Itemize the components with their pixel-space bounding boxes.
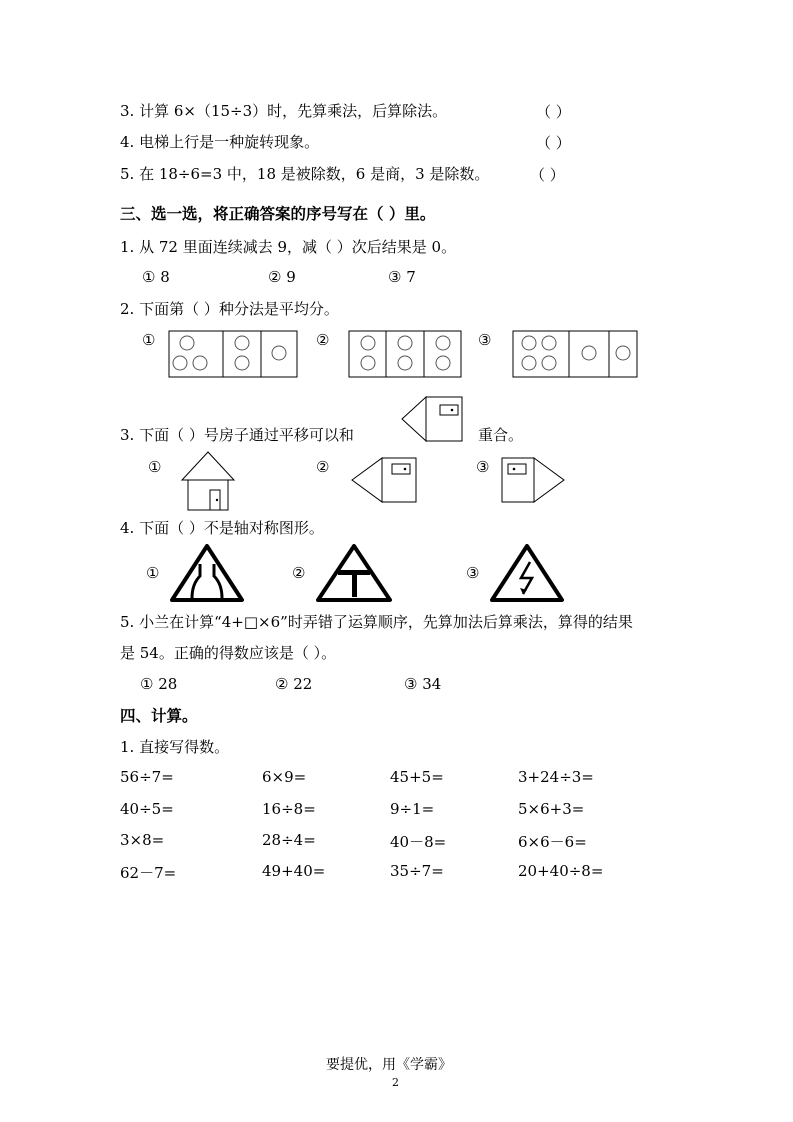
calc-item[interactable]: 40÷5= xyxy=(120,800,174,818)
calc-item[interactable]: 35÷7= xyxy=(390,862,444,880)
calc-item[interactable]: 5×6+3= xyxy=(518,800,585,818)
calc-item[interactable]: 28÷4= xyxy=(262,831,316,849)
calc-item[interactable]: 6×9= xyxy=(262,768,307,786)
q3-marker-1[interactable]: ① xyxy=(148,458,162,476)
q3-house-3 xyxy=(500,456,566,504)
calc-item[interactable]: 45+5= xyxy=(390,768,444,786)
calc-item[interactable]: 9÷1= xyxy=(390,800,435,818)
tf-item-3: 3. 计算 6×（15÷3）时，先算乘法，后算除法。 xyxy=(120,102,448,120)
q3-text-before: 3. 下面（ ）号房子通过平移可以和 xyxy=(120,426,354,444)
q3-reference-house xyxy=(400,395,466,443)
calc-item[interactable]: 3×8= xyxy=(120,831,165,849)
q2-box-1 xyxy=(168,330,298,378)
q5-option-3[interactable]: ③ 34 xyxy=(404,675,442,693)
q4-text: 4. 下面（ ）不是轴对称图形。 xyxy=(120,519,324,537)
calc-item[interactable]: 62－7= xyxy=(120,864,177,882)
q2-marker-3[interactable]: ③ xyxy=(478,331,492,349)
q4-sign-t-junction xyxy=(316,544,392,602)
q5-option-1[interactable]: ① 28 xyxy=(140,675,178,693)
q2-text: 2. 下面第（ ）种分法是平均分。 xyxy=(120,300,339,318)
q4-sign-road-narrows xyxy=(170,544,244,602)
q1-text: 1. 从 72 里面连续减去 9，减（ ）次后结果是 0。 xyxy=(120,238,457,256)
calc-item[interactable]: 6×6－6= xyxy=(518,833,587,851)
q3-text-after: 重合。 xyxy=(478,426,524,444)
calc-item[interactable]: 40－8= xyxy=(390,833,447,851)
q2-marker-2[interactable]: ② xyxy=(316,331,330,349)
q1-option-2[interactable]: ② 9 xyxy=(268,268,296,286)
section-4-subtitle: 1. 直接写得数。 xyxy=(120,738,230,756)
tf-answer-3[interactable]: （ ） xyxy=(536,103,571,121)
q4-sign-electric xyxy=(490,544,564,602)
calc-item[interactable]: 49+40= xyxy=(262,862,326,880)
calc-item[interactable]: 56÷7= xyxy=(120,768,174,786)
q3-house-2 xyxy=(350,456,418,504)
q4-marker-2[interactable]: ② xyxy=(292,564,306,582)
q5-option-2[interactable]: ② 22 xyxy=(275,675,313,693)
footer-slogan: 要提优，用《学霸》 xyxy=(326,1057,452,1073)
q5-line-1: 5. 小兰在计算“4+□×6”时弄错了运算顺序，先算加法后算乘法，算得的结果 xyxy=(120,613,633,631)
calc-item[interactable]: 20+40÷8= xyxy=(518,862,604,880)
q4-marker-1[interactable]: ① xyxy=(146,564,160,582)
tf-item-4: 4. 电梯上行是一种旋转现象。 xyxy=(120,133,320,151)
q2-box-2 xyxy=(348,330,462,378)
q3-marker-2[interactable]: ② xyxy=(316,458,330,476)
q3-house-1 xyxy=(180,450,236,512)
section-4-title: 四、计算。 xyxy=(120,706,198,725)
section-3-title: 三、选一选，将正确答案的序号写在（ ）里。 xyxy=(120,204,436,223)
q2-box-3 xyxy=(512,330,638,378)
tf-answer-5[interactable]: （ ） xyxy=(530,166,565,184)
q3-marker-3[interactable]: ③ xyxy=(476,458,490,476)
q2-marker-1[interactable]: ① xyxy=(142,331,156,349)
tf-item-5: 5. 在 18÷6=3 中，18 是被除数，6 是商，3 是除数。 xyxy=(120,165,490,183)
page-number: 2 xyxy=(392,1076,399,1089)
q1-option-1[interactable]: ① 8 xyxy=(142,268,170,286)
q1-option-3[interactable]: ③ 7 xyxy=(388,268,416,286)
q5-line-2: 是 54。正确的得数应该是（ ）。 xyxy=(120,644,337,662)
tf-answer-4[interactable]: （ ） xyxy=(536,134,571,152)
calc-item[interactable]: 16÷8= xyxy=(262,800,316,818)
calc-item[interactable]: 3+24÷3= xyxy=(518,768,594,786)
q4-marker-3[interactable]: ③ xyxy=(466,564,480,582)
